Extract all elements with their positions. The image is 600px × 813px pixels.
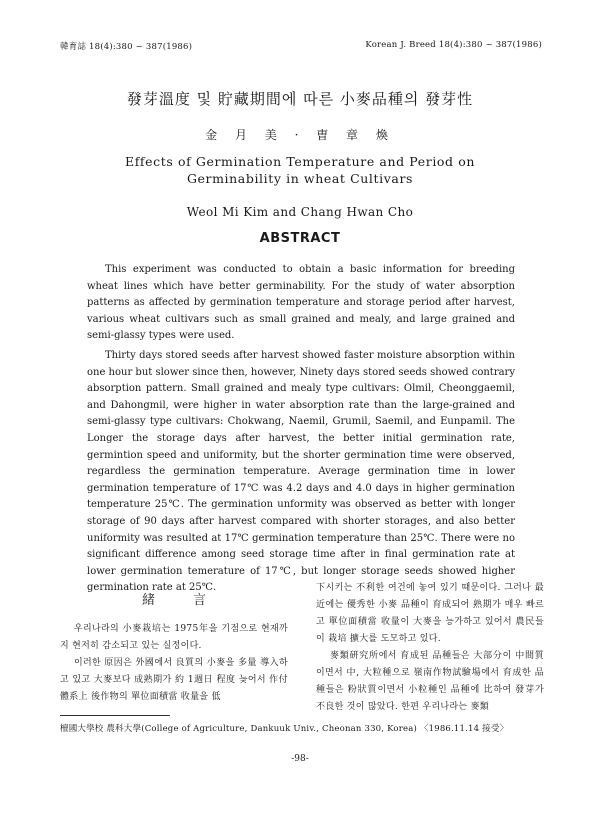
intro-paragraph: 우리나라의 小麥栽培는 1975年을 기점으로 현재까지 현저히 감소되고 있는 실정이다. bbox=[60, 624, 288, 651]
abstract-paragraph: This experiment was conducted to obtain a basic information for breeding wheat lines which have better germinability. For the study of water absorption patterns as affected by germination temperature and storage period after harvest, various wheat cultivars such as small grained and mealy, and large grained and semi-glassy types were used. bbox=[87, 264, 515, 342]
page-number: -98- bbox=[291, 754, 309, 764]
abstract-body bbox=[87, 262, 515, 600]
intro-left-column bbox=[60, 580, 288, 706]
running-header-left: 韓育誌 18(4):380 ~ 387(1986) bbox=[60, 42, 193, 52]
english-title: Effects of Germination Temperature and Period on Germinability in wheat Cultivars bbox=[124, 154, 476, 186]
footnote-rule bbox=[60, 715, 170, 716]
korean-authors: 金 月 美 · 曺 章 煥 bbox=[205, 128, 395, 142]
intro-paragraph: 麥類硏究所에서 育成된 品種들은 大部分이 中間質이면서 中, 大粒種으로 嶺南作物試驗場에서 育成한 品種들은 粉狀質이면서 小粒種인 品種에 比하여 發芽가 不良한 것이 많았다. 한편 우리나라는 麥類 bbox=[316, 651, 544, 712]
intro-paragraph: 이러한 原因은 外國에서 良質의 小麥을 多量 導入하고 있고 大麥보다 成熟期가 約 1週日 程度 늦어서 作付體系上 後作物의 單位面積當 收量을 低 bbox=[60, 658, 288, 702]
intro-right-column bbox=[316, 580, 544, 716]
abstract-heading: ABSTRACT bbox=[259, 231, 341, 246]
affiliation-footnote: 檀國大學校 農科大學(College of Agriculture, Dankuuk Univ., Cheonan 330, Korea) 〈1986.11.14 接受〉 bbox=[60, 724, 509, 734]
running-header-right: Korean J. Breed 18(4):380 ~ 387(1986) bbox=[365, 40, 542, 50]
abstract-paragraph: Thirty days stored seeds after harvest showed faster moisture absorption within one hour but slower since then, however, Ninety days stored seeds showed contrary absorption pattern. Small grained and mealy type cultivars: Olmil, Cheonggaemil, and Dahongmil, were higher in water absorption rate than the large-grained and semi-glassy type cultivars: Chokwang, Naemil, Grumil, Saemil, and Eunpamil. The Longer the storage days after harvest, the better initial germination rate, germintion speed and uniformity, but the shorter germination time were observed, regardless the germination temperature. Average germination time in lower germination temperature of 17℃ was 4.2 days and 4.0 days in higher germination temperature 25℃. The germination unformity was observed as better with longer storage of 90 days after harvest compared with shorter storages, and also better uniformity was resulted at 17℃ germination temperature than 25℃. There were no significant difference among seed storage time after in final germination rate at lower germination temerature of 17℃, but longer storage seeds showed higher germination rate at 25℃. bbox=[87, 349, 515, 594]
intro-paragraph: 下시키는 不利한 여건에 놓여 있기 때문이다. 그러나 最近에는 優秀한 小麥 品種이 育成되어 熟期가 매우 빠르고 單位面積當 收量이 大麥을 능가하고 있어서 農民들이 栽培 擴大를 도모하고 있다. bbox=[316, 583, 544, 644]
intro-heading: 緒言 bbox=[141, 593, 244, 608]
english-authors: Weol Mi Kim and Chang Hwan Cho bbox=[186, 205, 414, 219]
korean-title: 發芽溫度 및 貯藏期間에 따른 小麥品種의 發芽性 bbox=[126, 90, 474, 108]
